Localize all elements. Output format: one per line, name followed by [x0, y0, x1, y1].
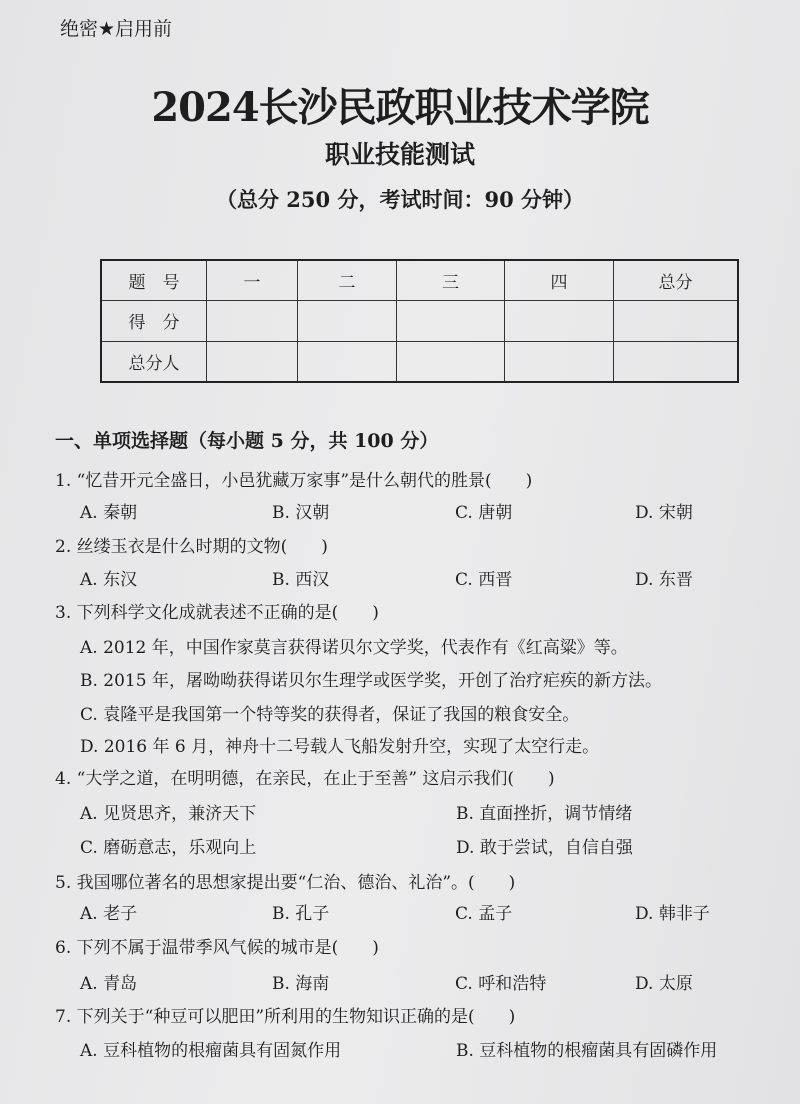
answer-option: A. 豆科植物的根瘤菌具有固氮作用 — [80, 1041, 342, 1061]
table-header-cell: 题 号 — [101, 260, 207, 301]
score-cell — [505, 301, 614, 341]
answer-option: D. 韩非子 — [635, 904, 710, 924]
score-cell — [505, 341, 614, 382]
score-info: （总分 250 分，考试时间：90 分钟） — [216, 187, 584, 212]
answer-option: C. 西晋 — [455, 570, 513, 590]
answer-option: B. 汉朝 — [272, 503, 330, 523]
table-header-cell: 一 — [207, 260, 298, 301]
score-table — [100, 259, 739, 383]
exam-title: 2024长沙民政职业技术学院 — [151, 84, 649, 131]
row-label: 总分人 — [101, 341, 207, 382]
answer-option: A. 2012 年，中国作家莫言获得诺贝尔文学奖，代表作有《红高粱》等。 — [80, 638, 628, 658]
answer-option: B. 2015 年，屠呦呦获得诺贝尔生理学或医学奖，开创了治疗疟疾的新方法。 — [80, 671, 662, 691]
question-stem: 2. 丝缕玉衣是什么时期的文物( ) — [55, 537, 328, 557]
question-stem: 7. 下列关于“种豆可以肥田”所利用的生物知识正确的是( ) — [55, 1007, 516, 1027]
question-stem: 5. 我国哪位著名的思想家提出要“仁治、德治、礼治”。( ) — [55, 873, 516, 893]
score-cell — [298, 341, 397, 382]
score-cell — [614, 341, 739, 382]
answer-option: C. 唐朝 — [455, 503, 513, 523]
score-cell — [298, 301, 397, 341]
table-row — [101, 341, 738, 382]
answer-option: C. 袁隆平是我国第一个特等奖的获得者，保证了我国的粮食安全。 — [80, 705, 580, 725]
answer-option: B. 孔子 — [272, 904, 330, 924]
score-cell — [397, 301, 505, 341]
answer-option: D. 宋朝 — [635, 503, 693, 523]
table-row — [101, 301, 738, 341]
table-header-cell: 二 — [298, 260, 397, 301]
answer-option: C. 磨砺意志，乐观向上 — [80, 838, 257, 858]
answer-option: D. 敢于尝试，自信自强 — [456, 838, 633, 858]
answer-option: D. 2016 年 6 月，神舟十二号载人飞船发射升空，实现了太空行走。 — [80, 737, 600, 757]
score-cell — [397, 341, 505, 382]
exam-subtitle: 职业技能测试 — [324, 140, 475, 169]
answer-option: B. 直面挫折，调节情绪 — [456, 804, 633, 824]
score-cell — [207, 341, 298, 382]
score-cell — [614, 301, 739, 341]
answer-option: B. 西汉 — [272, 570, 330, 590]
answer-option: C. 孟子 — [455, 904, 513, 924]
question-stem: 4. “大学之道，在明明德，在亲民，在止于至善” 这启示我们( ) — [55, 769, 555, 789]
table-header-cell: 四 — [505, 260, 614, 301]
table-header-cell: 三 — [397, 260, 505, 301]
question-stem: 1. “忆昔开元全盛日，小邑犹藏万家事”是什么朝代的胜景( ) — [55, 471, 533, 491]
table-header-row — [101, 260, 738, 301]
section-heading: 一、单项选择题（每小题 5 分，共 100 分） — [55, 430, 439, 452]
answer-option: A. 东汉 — [80, 570, 138, 590]
answer-option: A. 见贤思齐，兼济天下 — [80, 804, 257, 824]
answer-option: A. 老子 — [80, 904, 138, 924]
table-header-cell: 总分 — [614, 260, 739, 301]
question-stem: 6. 下列不属于温带季风气候的城市是( ) — [55, 938, 379, 958]
answer-option: B. 海南 — [272, 974, 330, 994]
question-stem: 3. 下列科学文化成就表述不正确的是( ) — [55, 603, 379, 623]
answer-option: D. 太原 — [635, 974, 693, 994]
answer-option: D. 东晋 — [635, 570, 693, 590]
answer-option: B. 豆科植物的根瘤菌具有固磷作用 — [456, 1041, 718, 1061]
answer-option: A. 青岛 — [80, 974, 138, 994]
confidential-label: 绝密★启用前 — [60, 18, 173, 40]
answer-option: C. 呼和浩特 — [455, 974, 547, 994]
row-label: 得 分 — [101, 301, 207, 341]
answer-option: A. 秦朝 — [80, 503, 138, 523]
score-cell — [207, 301, 298, 341]
